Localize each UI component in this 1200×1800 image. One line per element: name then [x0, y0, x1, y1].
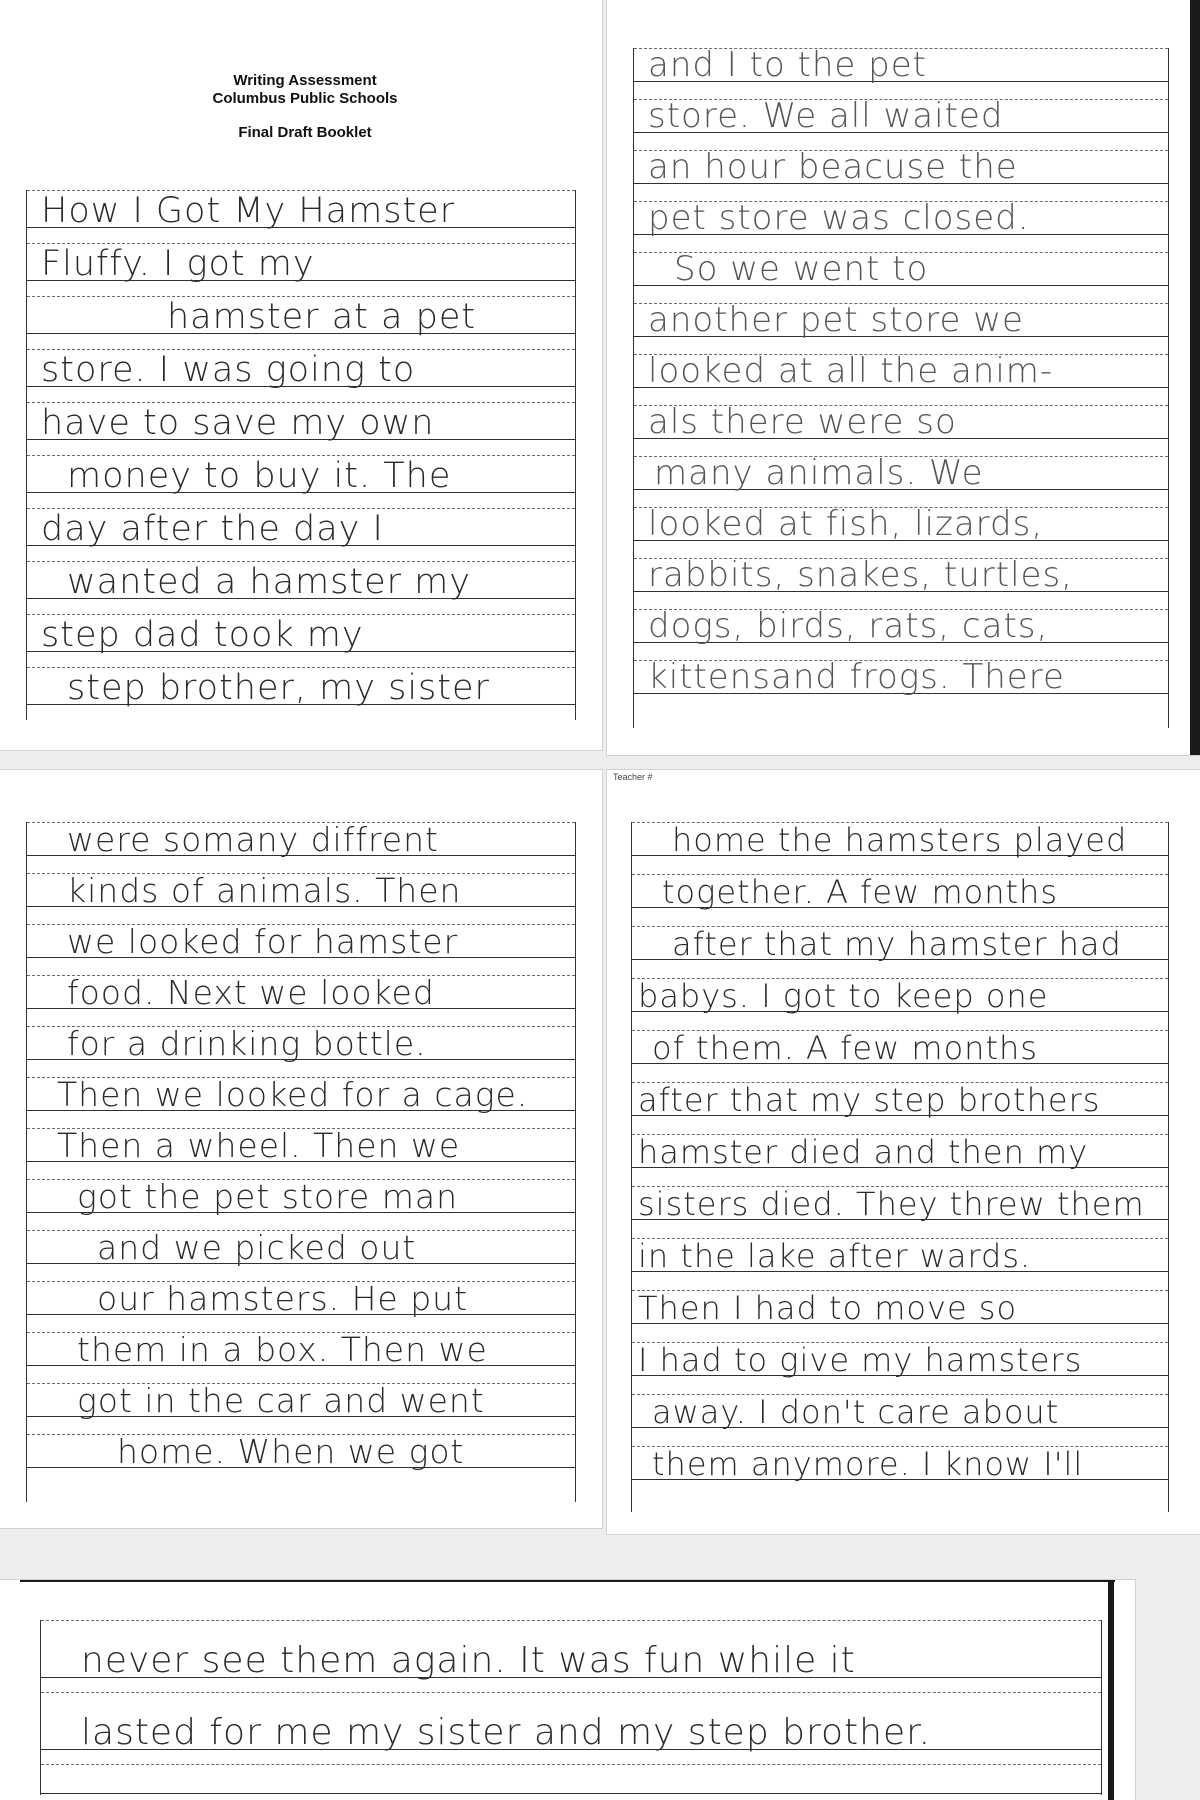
handwritten-line: babys. I got to keep one — [638, 977, 1049, 1015]
writing-line — [632, 1185, 1168, 1223]
writing-line — [632, 1289, 1168, 1327]
handwritten-line: got in the car and went — [77, 1381, 485, 1420]
handwritten-line: of them. A few months — [652, 1029, 1038, 1067]
writing-line — [27, 614, 575, 655]
handwritten-line: Then a wheel. Then we — [57, 1126, 461, 1165]
writing-line — [632, 873, 1168, 911]
handwritten-line: home. When we got — [117, 1432, 465, 1471]
writing-area — [26, 190, 576, 720]
writing-line — [27, 1177, 575, 1216]
writing-line — [632, 1133, 1168, 1171]
handwritten-line: pet store was closed. — [648, 198, 1030, 238]
handwritten-line: and I to the pet — [648, 45, 927, 85]
handwritten-line: got the pet store man — [77, 1177, 458, 1216]
teacher-label: Teacher # — [613, 772, 653, 782]
writing-line — [634, 351, 1168, 391]
handwritten-line: rabbits, snakes, turtles, — [648, 555, 1073, 595]
handwritten-line: dogs, birds, rats, cats, — [648, 606, 1049, 646]
writing-line — [27, 1024, 575, 1063]
scan-top-edge — [20, 1580, 1115, 1582]
writing-line — [634, 504, 1168, 544]
handwritten-line: in the lake after wards. — [638, 1237, 1032, 1275]
handwritten-line: How I Got My Hamster — [41, 191, 456, 231]
handwritten-line: our hamsters. He put — [97, 1279, 469, 1318]
writing-line — [634, 402, 1168, 442]
handwritten-line: them anymore. I know I'll — [652, 1445, 1084, 1483]
writing-line — [27, 1432, 575, 1471]
handwritten-line: kinds of animals. Then — [67, 871, 462, 910]
booklet-page-3 — [0, 770, 602, 1528]
booklet-page-5 — [0, 1580, 1135, 1800]
writing-line — [27, 402, 575, 443]
writing-line — [634, 657, 1168, 697]
handwritten-line: Then we looked for a cage. — [57, 1075, 529, 1114]
booklet-page-4 — [607, 770, 1200, 1534]
writing-line — [634, 96, 1168, 136]
handwritten-line: I had to give my hamsters — [638, 1341, 1083, 1379]
handwritten-line: many animals. We — [654, 453, 984, 493]
writing-line — [632, 1341, 1168, 1379]
handwritten-line: we looked for hamster — [67, 922, 459, 961]
writing-line — [632, 821, 1168, 859]
handwritten-line: after that my hamster had — [672, 925, 1122, 963]
writing-line — [27, 296, 575, 337]
handwritten-line: an hour beacuse the — [648, 147, 1018, 187]
handwritten-line: looked at fish, lizards, — [648, 504, 1044, 544]
writing-area — [631, 822, 1169, 1512]
handwritten-line: store. We all waited — [648, 96, 1004, 136]
writing-line — [41, 1620, 1101, 1681]
writing-line — [41, 1764, 1101, 1794]
writing-line — [27, 871, 575, 910]
writing-line — [27, 973, 575, 1012]
handwritten-line: step dad took my — [41, 615, 364, 655]
handwritten-line: hamster at a pet — [167, 297, 477, 337]
writing-line — [27, 1228, 575, 1267]
writing-line — [27, 1330, 575, 1369]
writing-line — [632, 977, 1168, 1015]
handwritten-line: store. I was going to — [41, 350, 416, 390]
handwritten-line: wanted a hamster my — [67, 562, 471, 602]
writing-line — [634, 45, 1168, 85]
writing-area — [633, 45, 1169, 728]
writing-line — [27, 922, 575, 961]
writing-line — [27, 190, 575, 231]
handwritten-line: them in a box. Then we — [77, 1330, 488, 1369]
handwritten-line: home the hamsters played — [672, 821, 1128, 859]
handwritten-line: als there were so — [648, 402, 957, 442]
writing-line — [634, 453, 1168, 493]
handwritten-line: and we picked out — [97, 1228, 417, 1267]
writing-line — [634, 300, 1168, 340]
writing-line — [27, 1279, 575, 1318]
writing-line — [41, 1692, 1101, 1753]
handwritten-line: another pet store we — [648, 300, 1024, 340]
handwritten-line: Then I had to move so — [638, 1289, 1018, 1327]
handwritten-line: were somany diffrent — [67, 820, 439, 859]
handwritten-line: food. Next we looked — [67, 973, 435, 1012]
writing-line — [27, 243, 575, 284]
booklet-page-2 — [607, 0, 1200, 755]
handwritten-line: for a drinking bottle. — [67, 1024, 427, 1063]
handwritten-line: day after the day I — [41, 509, 384, 549]
handwritten-line: sisters died. They threw them — [638, 1185, 1145, 1223]
writing-line — [27, 1075, 575, 1114]
handwritten-line: Fluffy. I got my — [41, 244, 315, 284]
writing-line — [27, 349, 575, 390]
handwritten-line: hamster died and then my — [638, 1133, 1089, 1171]
writing-line — [634, 606, 1168, 646]
handwritten-line: lasted for me my sister and my step brother. — [81, 1712, 932, 1753]
writing-line — [634, 555, 1168, 595]
handwritten-line: money to buy it. The — [67, 456, 452, 496]
writing-line — [632, 1081, 1168, 1119]
writing-line — [632, 1029, 1168, 1067]
district-name: Columbus Public Schools — [212, 90, 398, 107]
writing-line — [27, 455, 575, 496]
writing-line — [632, 1445, 1168, 1483]
assessment-title: Writing Assessment — [233, 72, 377, 89]
writing-line — [27, 508, 575, 549]
writing-line — [634, 249, 1168, 289]
handwritten-line: So we went to — [674, 249, 929, 289]
scan-edge-shadow — [1108, 1580, 1114, 1800]
handwritten-line: after that my step brothers — [638, 1081, 1101, 1119]
writing-line — [632, 1237, 1168, 1275]
handwritten-line: looked at all the anim- — [648, 351, 1054, 391]
writing-line — [634, 147, 1168, 187]
writing-line — [634, 198, 1168, 238]
writing-line — [27, 667, 575, 708]
handwritten-line: step brother, my sister — [67, 668, 490, 708]
writing-area — [26, 822, 576, 1502]
handwritten-line: kittensand frogs. There — [648, 657, 1065, 697]
writing-line — [27, 820, 575, 859]
writing-line — [632, 925, 1168, 963]
booklet-page-1 — [0, 0, 602, 750]
writing-area — [40, 1620, 1102, 1795]
booklet-header — [150, 72, 460, 141]
handwritten-line: have to save my own — [41, 403, 435, 443]
scan-edge-shadow — [1190, 0, 1200, 755]
writing-line — [27, 1126, 575, 1165]
booklet-name: Final Draft Booklet — [238, 124, 372, 141]
writing-line — [27, 561, 575, 602]
handwritten-line: together. A few months — [662, 873, 1058, 911]
writing-line — [27, 1381, 575, 1420]
writing-line — [632, 1393, 1168, 1431]
handwritten-line: never see them again. It was fun while it — [81, 1640, 856, 1681]
handwritten-line: away. I don't care about — [652, 1393, 1060, 1431]
